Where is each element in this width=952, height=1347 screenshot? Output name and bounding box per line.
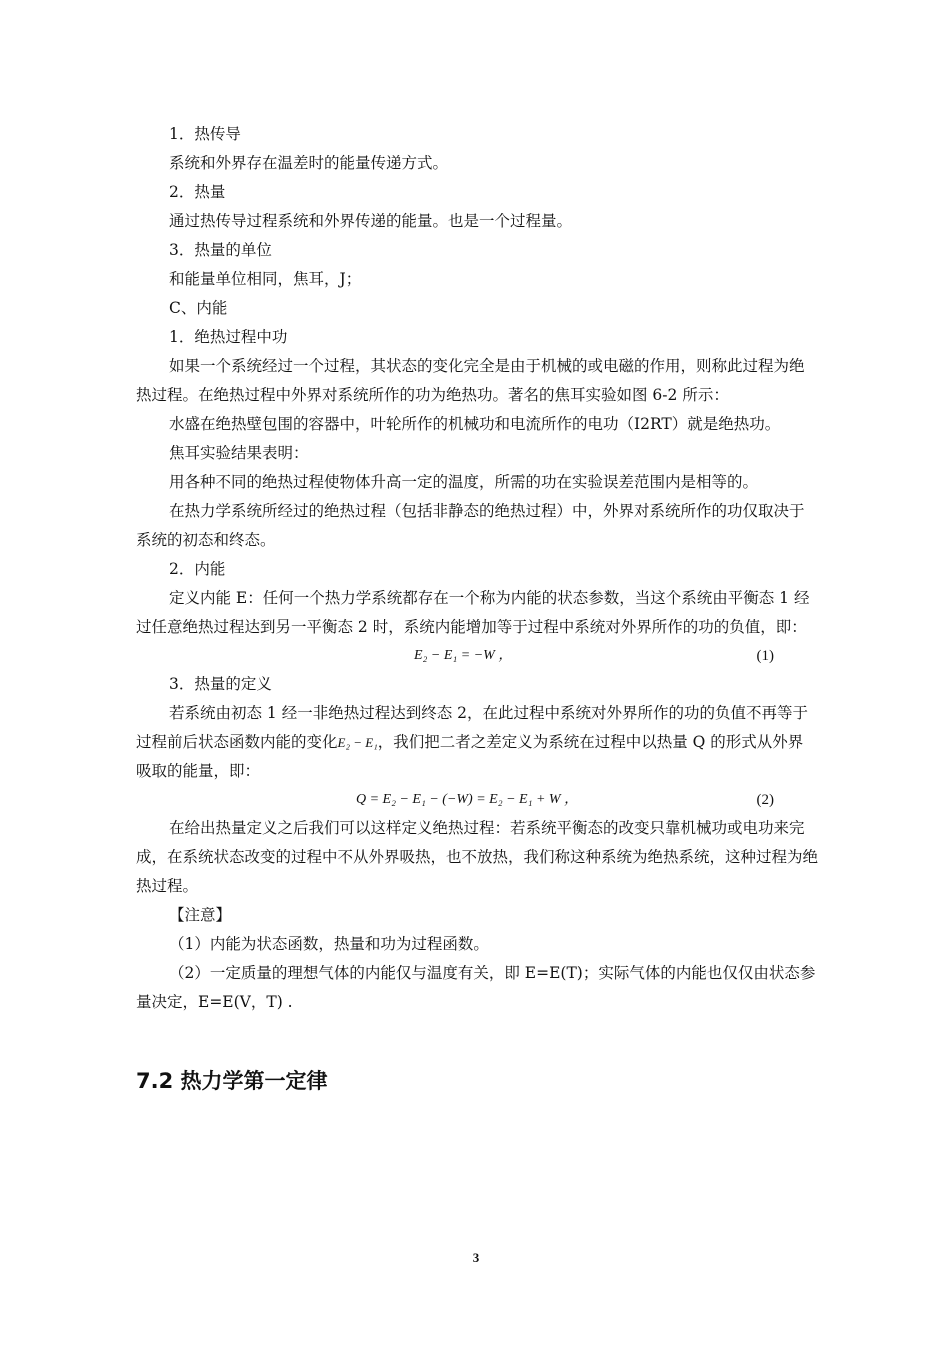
- inline-formula-e2-e1: E₂ − E₁: [337, 735, 378, 750]
- equation-1-number: (1): [756, 648, 774, 664]
- page-number: 3: [472, 1250, 480, 1265]
- para-heat-definition: [136, 699, 818, 786]
- para-internal-energy-def: 定义内能 E：任何一个热力学系统都存在一个称为内能的状态参数，当这个系统由平衡态 1 经过任意绝热过程达到另一平衡态 2 时，系统内能增加等于过程中系统对外界所作的功的负值，即：: [136, 589, 810, 636]
- note-2: （2）一定质量的理想气体的内能仅与温度有关，即 E=E(T)；实际气体的内能也仅仅由状态参量决定，E=E(V，T) .: [136, 964, 816, 1011]
- item-internal-energy: 2．内能: [169, 560, 226, 578]
- note-label: 【注意】: [169, 906, 232, 924]
- para-joule-container: 水盛在绝热壁包围的容器中，叶轮所作的机械功和电流所作的电功（I2RT）就是绝热功。: [169, 415, 781, 433]
- note-1: （1）内能为状态函数，热量和功为过程函数。: [169, 935, 489, 953]
- item-heat-definition: 3．热量的定义: [169, 675, 272, 693]
- item-heat: 2．热量: [169, 183, 226, 201]
- equation-1: [136, 642, 818, 670]
- para-adiabatic-system: 在给出热量定义之后我们可以这样定义绝热过程：若系统平衡态的改变只靠机械功或电功来完成，在系统状态改变的过程中不从外界吸热，也不放热，我们称这种系统为绝热系统，这种过程为绝热过程。: [136, 819, 819, 895]
- para-heat-conduction-def: 系统和外界存在温差时的能量传递方式。: [169, 154, 449, 172]
- item-heat-conduction: 1．热传导: [169, 125, 241, 143]
- equation-2: [136, 786, 818, 814]
- para-joule-result: 用各种不同的绝热过程使物体升高一定的温度，所需的功在实验误差范围内是相等的。: [169, 473, 759, 491]
- para-heat-unit: 和能量单位相同，焦耳，J；: [169, 270, 362, 288]
- body-text: [136, 120, 818, 1017]
- equation-2-formula: Q = E₂ − E₁ − (−W) = E₂ − E₁ + W ，: [356, 792, 579, 807]
- section-internal-energy: C、内能: [169, 299, 228, 317]
- para-heat-def: 通过热传导过程系统和外界传递的能量。也是一个过程量。: [169, 212, 573, 230]
- para-adiabatic-process: 如果一个系统经过一个过程，其状态的变化完全是由于机械的或电磁的作用，则称此过程为绝热过程。在绝热过程中外界对系统所作的功为绝热功。著名的焦耳实验如图 6-2 所示：: [136, 357, 805, 404]
- item-heat-unit: 3．热量的单位: [169, 241, 272, 259]
- equation-2-number: (2): [756, 792, 774, 808]
- para-joule-result-intro: 焦耳实验结果表明：: [169, 444, 309, 462]
- para-heat-definition-part1: 若系统由初态 1 经一非绝热过程达到终态 2，在此过程中系统对外界所作的功的负值不再等于过程前后状态函数内能的变化: [136, 704, 809, 751]
- equation-1-formula: E₂ − E₁ = −W ，: [414, 648, 513, 663]
- section-heading-first-law: 7.2 热力学第一定律: [136, 1069, 328, 1093]
- para-heat-definition-part2: ，我们把二者之差定义为系统在过程中以热量 Q 的形式从外界吸取的能量，即：: [136, 733, 804, 780]
- para-adiabatic-work-conclusion: 在热力学系统所经过的绝热过程（包括非静态的绝热过程）中，外界对系统所作的功仅取决于系统的初态和终态。: [136, 502, 805, 549]
- item-adiabatic-work: 1．绝热过程中功: [169, 328, 288, 346]
